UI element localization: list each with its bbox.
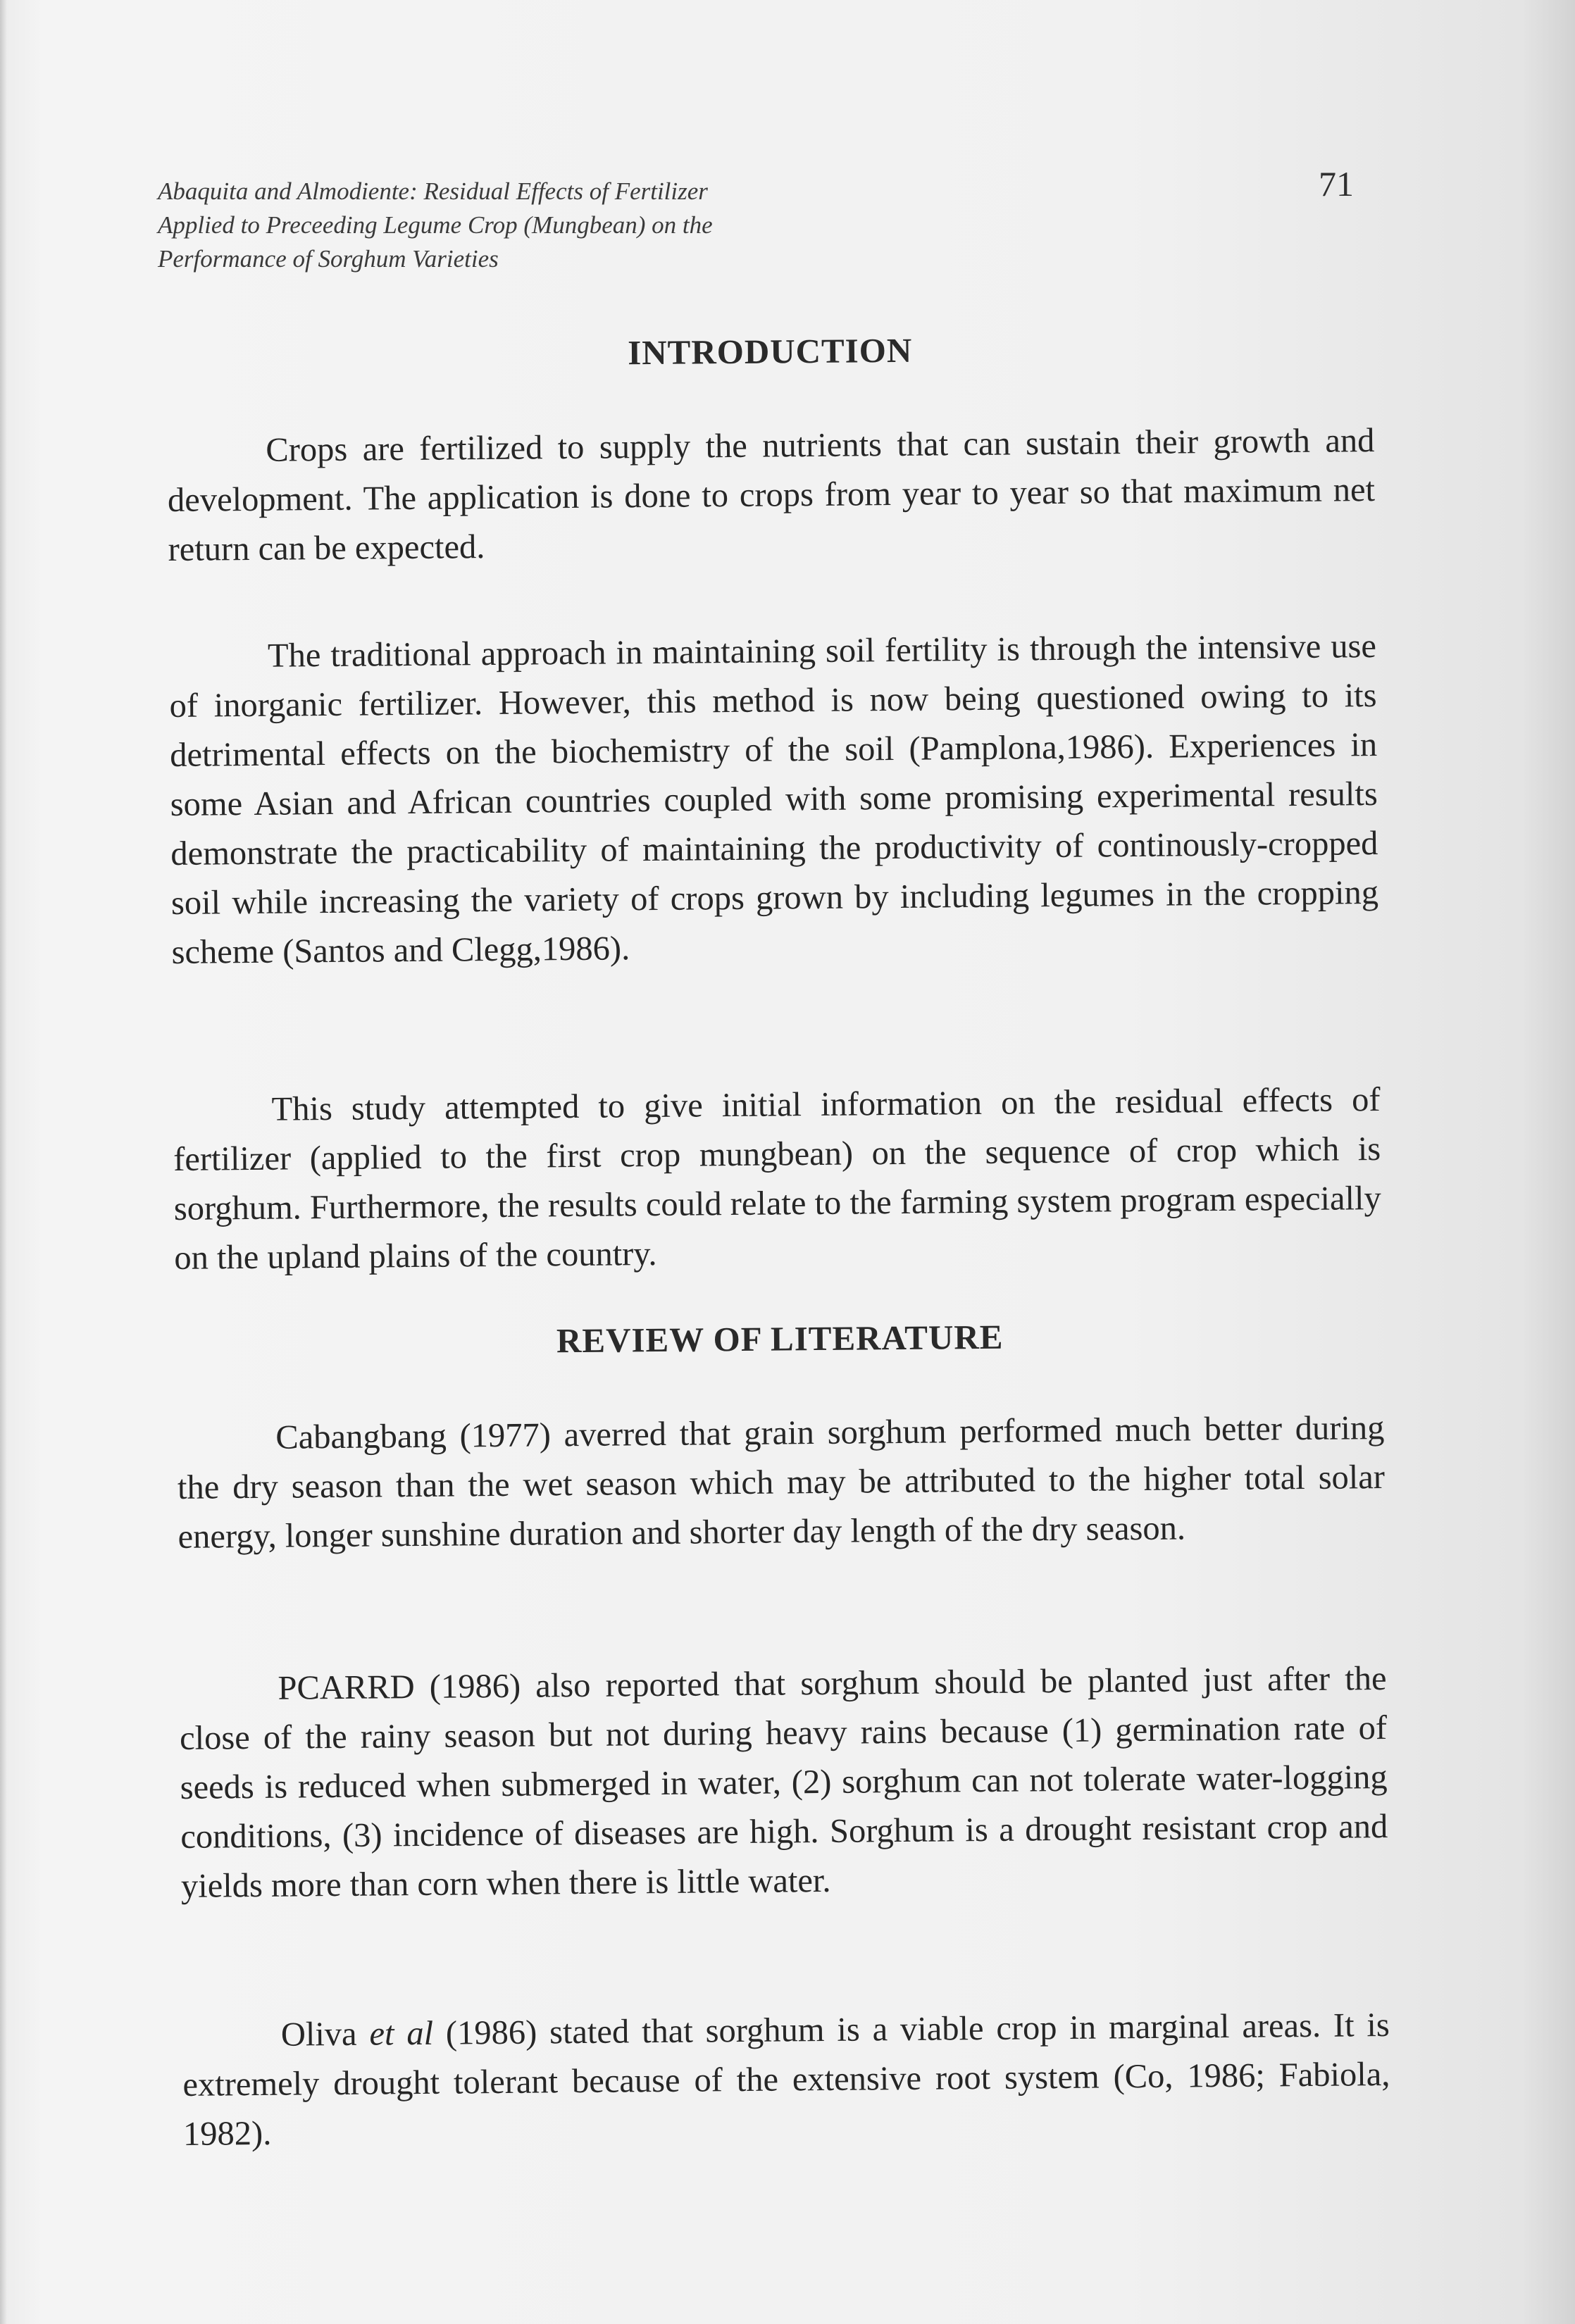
review-heading: REVIEW OF LITERATURE	[556, 1317, 1004, 1361]
introduction-paragraph-1: Crops are fertilized to supply the nutrients that can sustain their growth and development. The application is done to crops from year to year so that maximum net return can be expected.	[167, 422, 1376, 568]
review-paragraph-3	[182, 2001, 1391, 2159]
review-paragraph-1: Cabangbang (1977) averred that grain sorghum performed much better during the dry season than the wet season which may be attributed to the higher total solar energy, longer sunshine duration and shorter day length of the dry season.	[177, 1409, 1386, 1556]
running-header-line-2: Applied to Preceeding Legume Crop (Mungbean) on the	[158, 211, 713, 239]
page-number: 71	[1319, 164, 1354, 204]
review-section	[176, 1313, 1390, 2153]
running-header-line-1: Abaquita and Almodiente: Residual Effects of Fertilizer	[158, 177, 708, 205]
et-al-italic: et al	[369, 2014, 434, 2053]
running-header	[158, 175, 975, 276]
introduction-section	[166, 326, 1381, 1277]
introduction-paragraph-2: The traditional approach in maintaining soil fertility is through the intensive use of inorganic fertilizer. However, this method is now being questioned owing to its detrimental effects on the biochemistry of the soil (Pamplona,1986). Experiences in some Asian and African countries coupled with some promising experimental results demonstrate the practicability of maintaining the productivity of continously-cropped soil while increasing the variety of crops grown by including legumes in the cropping scheme (Santos and Clegg,1986).	[169, 627, 1379, 971]
review-paragraph-2: PCARRD (1986) also reported that sorghum should be planted just after the close of the rainy season but not during heavy rains because (1) germination rate of seeds is reduced when submerged in water, (2) sorghum can not tolerate water-logging conditions, (3) incidence of diseases are high. Sorghum is a drought resistant crop and yields more than corn when there is little water.	[179, 1660, 1388, 1905]
oliva-author: Oliva	[280, 2015, 357, 2054]
oliva-paragraph-rest: (1986) stated that sorghum is a viable crop in marginal areas. It is extremely drought tolerant because of the extensive root system (Co, 1986; Fabiola, 1982).	[182, 2006, 1390, 2153]
introduction-heading: INTRODUCTION	[627, 330, 913, 373]
running-header-line-3: Performance of Sorghum Varieties	[158, 245, 499, 273]
introduction-paragraph-3: This study attempted to give initial information on the residual effects of fertilizer (applied to the first crop mungbean) on the sequence of crop which is sorghum. Furthermore, the results could relate to the farming system program especially on the upland plains of the country.	[173, 1081, 1381, 1277]
